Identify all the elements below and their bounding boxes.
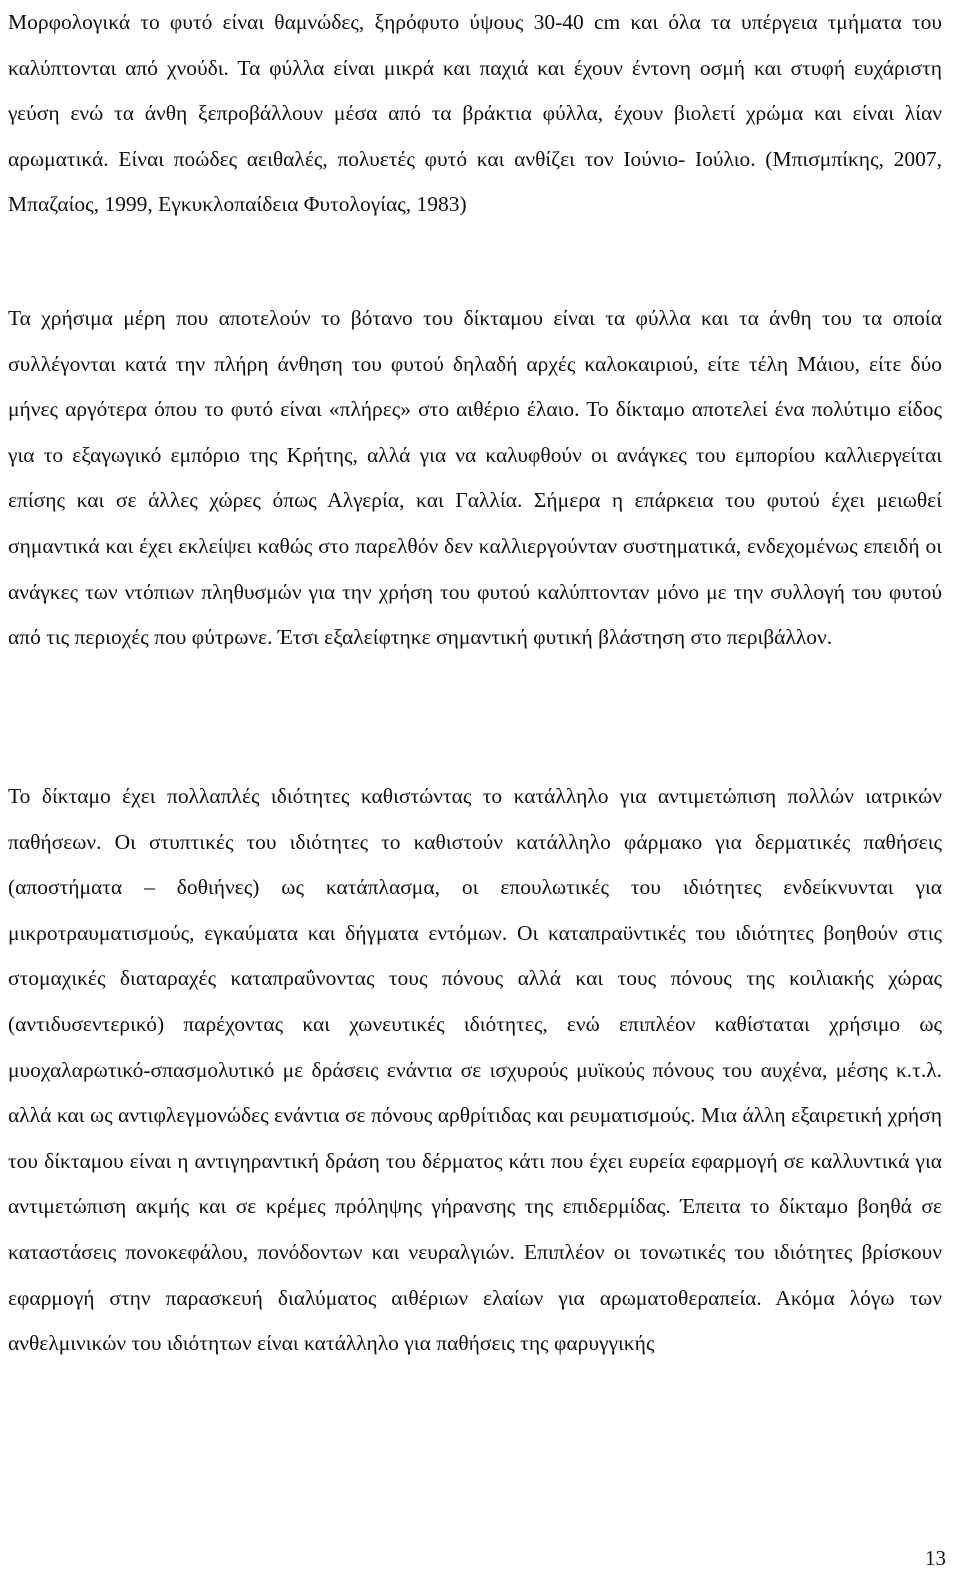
paragraph-useful-parts: Τα χρήσιμα μέρη που αποτελούν το βότανο του δίκταμου είναι τα φύλλα και τα άνθη του τα οποία συλλέγονται κατά την πλήρη άνθηση του φυτού δηλαδή αρχές καλοκαιριού, είτε τέλη Μάιου, είτε δύο μήνες αργότερα όπου το φυτό είναι «πλήρες» στο αιθέριο έλαιο. Το δίκταμο αποτελεί ένα πολύτιμο είδος για το εξαγωγικό εμπόριο της Κρήτης, αλλά για να καλυφθούν οι ανάγκες του εμπορίου καλλιεργείται επίσης και σε άλλες χώρες όπως Αλγερία, και Γαλλία. Σήμερα η επάρκεια του φυτού έχει μειωθεί σημαντικά και έχει εκλείψει καθώς στο παρελθόν δεν καλλιεργούνταν συστηματικά, ενδεχομένως επειδή οι ανάγκες των ντόπιων πληθυσμών για την χρήση του φυτού καλύπτονταν μόνο με την συλλογή του φυτού από τις περιοχές που φύτρωνε. Έτσι εξαλείφτηκε σημαντική φυτική βλάστηση στο περιβάλλον. bbox=[8, 306, 942, 650]
paragraph-properties: Το δίκταμο έχει πολλαπλές ιδιότητες καθιστώντας το κατάλληλο για αντιμετώπιση πολλών ιατρικών παθήσεων. Οι στυπτικές του ιδιότητες το καθιστούν κατάλληλο φάρμακο για δερματικές παθήσεις (αποστήματα – δοθιήνες) ως κατάπλασμα, οι επουλωτικές του ιδιότητες ενδείκνυνται για μικροτραυματισμούς, εγκαύματα και δήγματα εντόμων. Οι καταπραϋντικές του ιδιότητες βοηθούν στις στομαχικές διαταραχές καταπραΰνοντας τους πόνους αλλά και τους πόνους της κοιλιακής χώρας (αντιδυσεντερικό) παρέχοντας και χωνευτικές ιδιότητες, ενώ επιπλέον καθίσταται χρήσιμο ως μυοχαλαρωτικό-σπασμολυτικό με δράσεις ενάντια σε ισχυρούς μυϊκούς πόνους του αυχένα, μέσης κ.τ.λ. αλλά και ως αντιφλεγμονώδες ενάντια σε πόνους αρθρίτιδας και ρευματισμούς. Μια άλλη εξαιρετική χρήση του δίκταμου είναι η αντιγηραντική δράση του δέρματος κάτι που έχει ευρεία εφαρμογή σε καλλυντικά για αντιμετώπιση ακμής και σε κρέμες πρόληψης γήρανσης της επιδερμίδας. Έπειτα το δίκταμο βοηθά σε καταστάσεις πονοκεφάλου, πονόδοντων και νευραλγιών. Επιπλέον οι τονωτικές του ιδιότητες βρίσκουν εφαρμογή στην παρασκευή διαλύματος αιθέριων ελαίων για αρωματοθεραπεία. Ακόμα λόγω των ανθελμινικών του ιδιότητων είναι κατάλληλο για παθήσεις της φαρυγγικής bbox=[8, 784, 942, 1356]
paragraph-morphology: Μορφολογικά το φυτό είναι θαμνώδες, ξηρόφυτο ύψους 30-40 cm και όλα τα υπέργεια τμήματα του καλύπτονται από χνούδι. Τα φύλλα είναι μικρά και παχιά και έχουν έντονη οσμή και στυφή ευχάριστη γεύση ενώ τα άνθη ξεπροβάλλουν μέσα από τα βράκτια φύλλα, έχουν βιολετί χρώμα και είναι λίαν αρωματικά. Είναι ποώδες αειθαλές, πολυετές φυτό και ανθίζει τον Ιούνιο- Ιούλιο. (Μπισμπίκης, 2007, Μπαζαίος, 1999, Εγκυκλοπαίδεια Φυτολογίας, 1983) bbox=[8, 10, 942, 217]
page-number: 13 bbox=[925, 1546, 946, 1570]
